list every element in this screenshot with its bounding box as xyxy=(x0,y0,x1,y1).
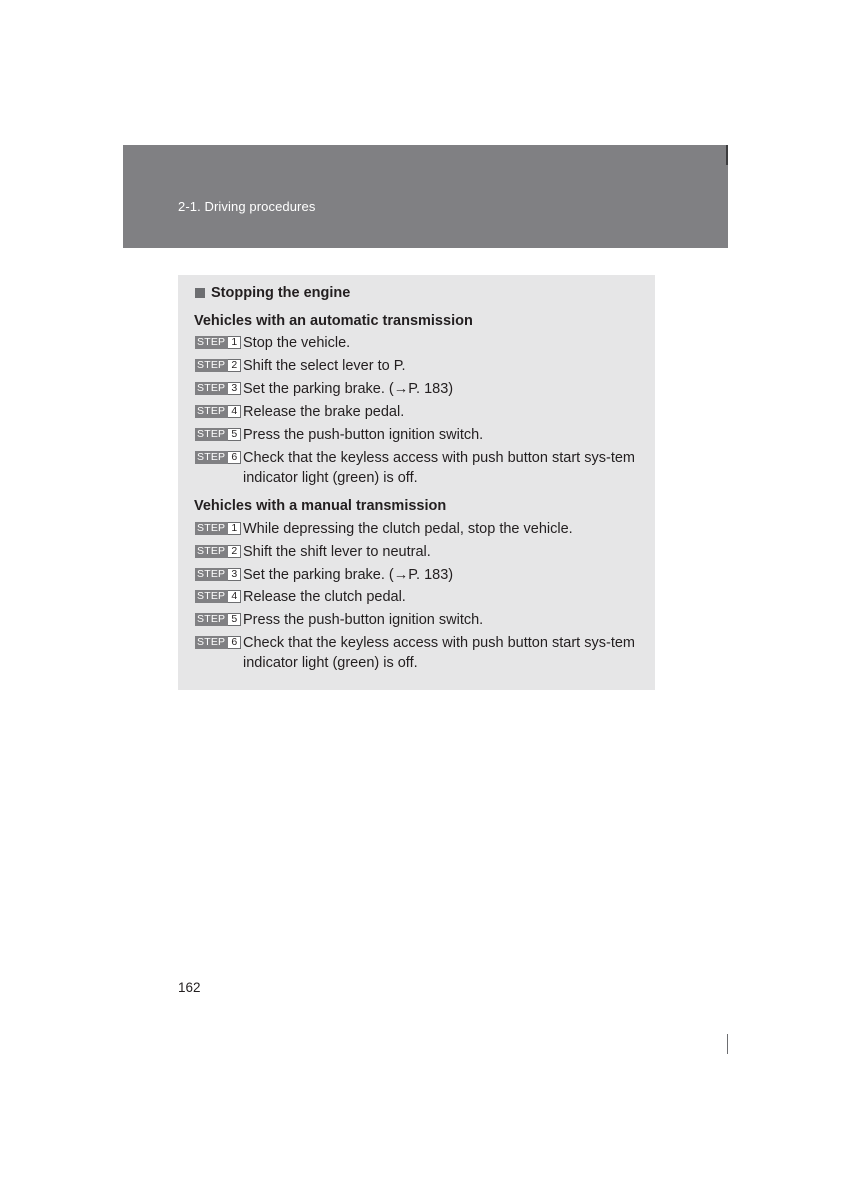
auto-step-5 xyxy=(195,425,635,445)
step-badge xyxy=(195,590,241,603)
step-text: While depressing the clutch pedal, stop the vehicle. xyxy=(243,521,573,537)
section-label: 2-1. Driving procedures xyxy=(178,199,316,214)
manual-transmission-heading: Vehicles with a manual transmission xyxy=(194,498,447,514)
auto-step-1 xyxy=(195,333,635,353)
step-label: STEP xyxy=(195,568,228,581)
step-badge xyxy=(195,428,241,441)
step-number: 5 xyxy=(228,428,241,441)
manual-step-3 xyxy=(195,565,635,585)
step-text: Shift the shift lever to neutral. xyxy=(243,544,431,560)
auto-step-4 xyxy=(195,402,635,422)
step-badge xyxy=(195,636,241,649)
step-badge xyxy=(195,382,241,395)
manual-step-1 xyxy=(195,519,635,539)
step-text: Check that the keyless access with push button start sys-tem indicator light (green) is off. xyxy=(243,635,635,671)
step-text: Shift the select lever to P. xyxy=(243,358,406,374)
step-number: 2 xyxy=(228,359,241,372)
page-number: 162 xyxy=(178,980,201,995)
step-number: 4 xyxy=(228,405,241,418)
footer-edge-mark xyxy=(727,1034,728,1054)
manual-step-4 xyxy=(195,587,635,607)
step-label: STEP xyxy=(195,382,228,395)
step-text: Press the push-button ignition switch. xyxy=(243,612,484,628)
step-number: 3 xyxy=(228,568,241,581)
step-label: STEP xyxy=(195,405,228,418)
auto-step-6 xyxy=(195,448,635,488)
step-text: Check that the keyless access with push button start sys-tem indicator light (green) is off. xyxy=(243,450,635,486)
step-badge xyxy=(195,405,241,418)
step-label: STEP xyxy=(195,545,228,558)
step-text: Set the parking brake. (→P. 183) xyxy=(243,567,454,583)
manual-step-6 xyxy=(195,633,635,673)
step-badge xyxy=(195,545,241,558)
step-label: STEP xyxy=(195,590,228,603)
chapter-header-band xyxy=(123,145,728,248)
step-label: STEP xyxy=(195,636,228,649)
step-label: STEP xyxy=(195,522,228,535)
step-number: 4 xyxy=(228,590,241,603)
manual-step-5 xyxy=(195,610,635,630)
step-number: 2 xyxy=(228,545,241,558)
step-badge xyxy=(195,336,241,349)
box-title-text: Stopping the engine xyxy=(211,285,351,301)
square-bullet-icon xyxy=(195,288,205,298)
step-number: 6 xyxy=(228,451,241,464)
auto-step-2 xyxy=(195,356,635,376)
step-label: STEP xyxy=(195,451,228,464)
step-number: 3 xyxy=(228,382,241,395)
box-title xyxy=(195,285,350,301)
step-number: 1 xyxy=(228,336,241,349)
step-label: STEP xyxy=(195,336,228,349)
header-edge-mark xyxy=(726,145,728,165)
step-text: Set the parking brake. (→P. 183) xyxy=(243,381,454,397)
auto-transmission-heading: Vehicles with an automatic transmission xyxy=(194,313,473,329)
step-number: 1 xyxy=(228,522,241,535)
step-label: STEP xyxy=(195,613,228,626)
step-number: 5 xyxy=(228,613,241,626)
step-badge xyxy=(195,359,241,372)
auto-step-3 xyxy=(195,379,635,399)
step-label: STEP xyxy=(195,428,228,441)
step-badge xyxy=(195,522,241,535)
step-number: 6 xyxy=(228,636,241,649)
step-text: Stop the vehicle. xyxy=(243,335,351,351)
step-label: STEP xyxy=(195,359,228,372)
step-badge xyxy=(195,613,241,626)
stopping-engine-box xyxy=(178,275,655,690)
step-text: Press the push-button ignition switch. xyxy=(243,427,484,443)
step-text: Release the brake pedal. xyxy=(243,404,405,420)
step-badge xyxy=(195,451,241,464)
manual-step-2 xyxy=(195,542,635,562)
step-badge xyxy=(195,568,241,581)
step-text: Release the clutch pedal. xyxy=(243,589,406,605)
